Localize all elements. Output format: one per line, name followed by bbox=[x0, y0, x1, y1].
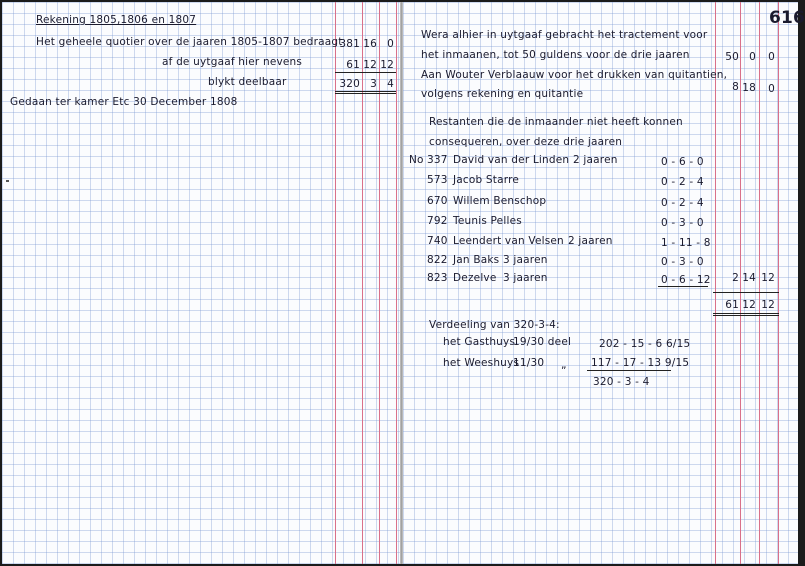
amount-guilders: 61 bbox=[346, 59, 360, 71]
amount-penningen: 4 bbox=[387, 78, 394, 90]
margin-mark bbox=[6, 180, 9, 182]
distribution-total: 320 - 3 - 4 bbox=[593, 376, 650, 388]
page-number: 616 bbox=[769, 8, 805, 28]
amount-penningen: 0 bbox=[768, 51, 775, 63]
arrears-total-stuivers: 14 bbox=[742, 272, 756, 284]
number-prefix: No bbox=[409, 154, 424, 166]
ditto-mark: „ bbox=[561, 359, 567, 371]
amount-stuivers: 12 bbox=[363, 59, 377, 71]
salary-entry-line2: het inmaanen, tot 50 guldens voor de drie jaaren bbox=[421, 49, 690, 61]
column-rule bbox=[778, 2, 779, 564]
left-page bbox=[2, 2, 400, 564]
debtor-name: Willem Benschop bbox=[453, 195, 547, 207]
printing-entry-line2: volgens rekening en quitantie bbox=[421, 88, 584, 100]
debtor-number: 573 bbox=[427, 174, 448, 186]
debtor-number: 823 bbox=[427, 272, 448, 284]
debtor-name: Dezelve bbox=[453, 272, 497, 284]
debtor-name: David van der Linden bbox=[453, 154, 570, 166]
distribution-title: Verdeeling van 320-3-4: bbox=[429, 319, 560, 331]
debtor-amount: 0 - 2 - 4 bbox=[661, 197, 704, 209]
amount-penningen: 0 bbox=[387, 38, 394, 50]
debtor-number: 337 bbox=[427, 154, 448, 166]
distribution-weeshuys-fraction: 11/30 bbox=[513, 357, 545, 369]
sum-rule bbox=[335, 72, 396, 73]
distribution-weeshuys-label: het Weeshuys bbox=[443, 357, 520, 369]
closing-line: Gedaan ter kamer Etc 30 December 1808 bbox=[10, 96, 238, 108]
amount-stuivers: 16 bbox=[363, 38, 377, 50]
total-double-rule bbox=[335, 93, 396, 94]
distribution-gasthuys-label: het Gasthuys bbox=[443, 336, 516, 348]
grand-total-guilders: 61 bbox=[725, 299, 739, 311]
debtor-amount: 0 - 3 - 0 bbox=[661, 217, 704, 229]
divisible-text: blykt deelbaar bbox=[208, 76, 287, 88]
amount-stuivers: 18 bbox=[742, 82, 756, 94]
grand-total-stuivers: 12 bbox=[742, 299, 756, 311]
debtor-amount: 1 - 11 - 8 bbox=[661, 237, 711, 249]
grand-total-penningen: 12 bbox=[761, 299, 775, 311]
debtor-years: 3 jaaren bbox=[503, 254, 548, 266]
amount-penningen: 0 bbox=[768, 83, 775, 95]
debtor-amount: 0 - 3 - 0 bbox=[661, 256, 704, 268]
debtor-name: Leendert van Velsen bbox=[453, 235, 564, 247]
debtor-years: 3 jaaren bbox=[503, 272, 548, 284]
debtor-name: Jacob Starre bbox=[453, 174, 520, 186]
amount-guilders: 320 bbox=[339, 78, 360, 90]
grand-total-rule bbox=[713, 292, 779, 293]
printing-entry-line1: Aan Wouter Verblaauw voor het drukken van quitantien, bbox=[421, 69, 728, 81]
arrears-heading-line1: Restanten die de inmaander niet heeft konnen bbox=[429, 116, 683, 128]
debtor-years: 2 jaaren bbox=[573, 154, 618, 166]
debtor-number: 792 bbox=[427, 215, 448, 227]
amount-stuivers: 0 bbox=[749, 51, 756, 63]
debtor-name: Jan Baks bbox=[453, 254, 500, 266]
ledger-spread bbox=[2, 2, 805, 564]
arrears-total-guilders: 2 bbox=[732, 272, 739, 284]
arrears-total-penningen: 12 bbox=[761, 272, 775, 284]
amount-stuivers: 3 bbox=[370, 78, 377, 90]
distribution-weeshuys-amount: 117 - 17 - 13 9/15 bbox=[591, 357, 690, 369]
debtor-amount: 0 - 6 - 0 bbox=[661, 156, 704, 168]
total-double-rule bbox=[335, 91, 396, 92]
right-page bbox=[403, 2, 805, 564]
debtor-years: 2 jaaren bbox=[568, 235, 613, 247]
amount-guilders: 381 bbox=[339, 38, 360, 50]
subtotal-rule bbox=[658, 286, 708, 287]
debtor-amount: 0 - 2 - 4 bbox=[661, 176, 704, 188]
total-quotier-text: Het geheele quotier over de jaaren 1805-1807 bedraagt bbox=[36, 36, 343, 48]
debtor-number: 822 bbox=[427, 254, 448, 266]
arrears-heading-line2: consequeren, over deze drie jaaren bbox=[429, 136, 623, 148]
amount-guilders: 50 bbox=[725, 51, 739, 63]
grand-total-double-rule bbox=[713, 315, 779, 316]
debtor-amount: 0 - 6 - 12 bbox=[661, 274, 711, 286]
expenditure-text: af de uytgaaf hier nevens bbox=[162, 56, 303, 68]
distribution-gasthuys-amount: 202 - 15 - 6 6/15 bbox=[599, 338, 691, 350]
account-heading: Rekening 1805,1806 en 1807 bbox=[36, 14, 197, 26]
amount-penningen: 12 bbox=[380, 59, 394, 71]
distribution-gasthuys-fraction: 19/30 deel bbox=[513, 336, 572, 348]
debtor-number: 670 bbox=[427, 195, 448, 207]
column-rule bbox=[396, 2, 397, 564]
debtor-number: 740 bbox=[427, 235, 448, 247]
grand-total-double-rule bbox=[713, 313, 779, 314]
debtor-name: Teunis Pelles bbox=[453, 215, 522, 227]
amount-guilders: 8 bbox=[732, 81, 739, 93]
salary-entry-line1: Wera alhier in uytgaaf gebracht het tractement voor bbox=[421, 29, 708, 41]
distribution-sum-rule bbox=[587, 370, 671, 371]
